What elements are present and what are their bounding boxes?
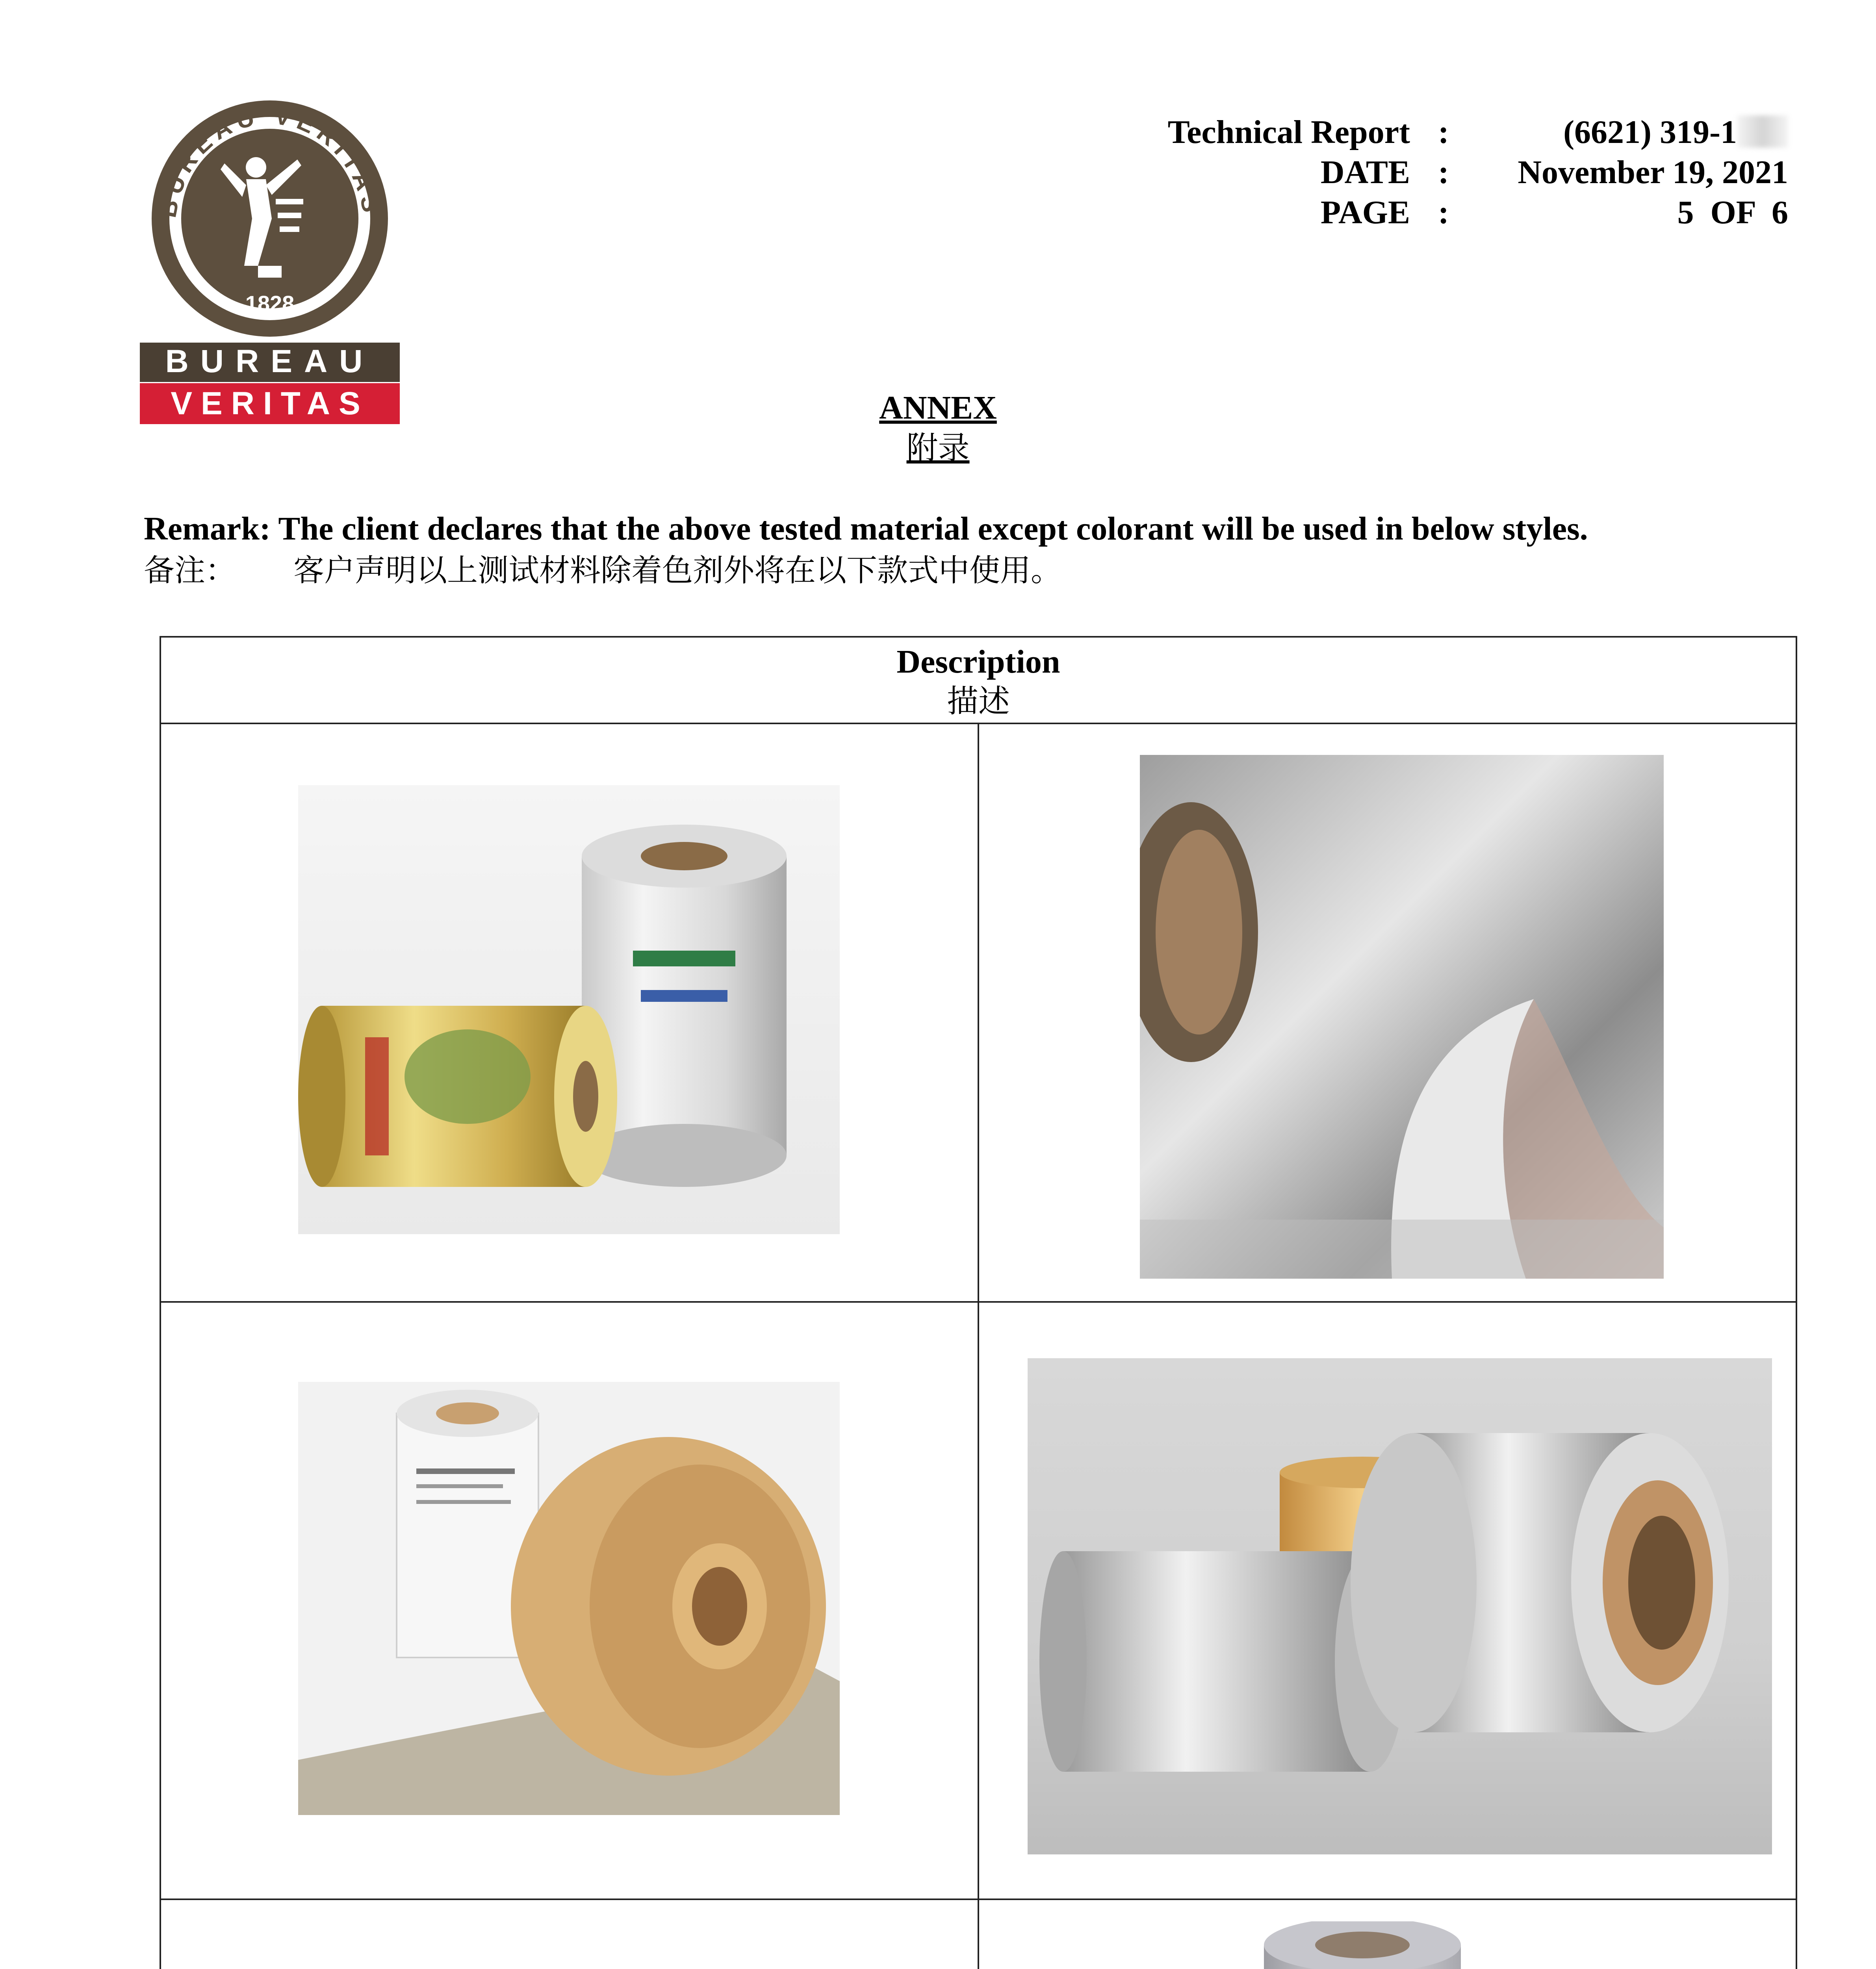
header-value: 5 OF 6 bbox=[1677, 194, 1788, 231]
annex-title-cn: 附录 bbox=[906, 430, 970, 466]
header-row-page bbox=[1063, 193, 1788, 233]
photo-silver-gold-rolls bbox=[1028, 1358, 1772, 1854]
bureau-veritas-logo bbox=[140, 100, 400, 425]
report-header bbox=[1063, 112, 1788, 233]
photo-kraft-printed-rolls bbox=[298, 1382, 840, 1815]
table-header-cn: 描述 bbox=[947, 683, 1010, 719]
photo-stacked-rolls bbox=[1106, 1921, 1685, 1969]
header-value: November 19, 2021 bbox=[1518, 154, 1788, 191]
description-table bbox=[160, 636, 1797, 1969]
logo-emblem-icon bbox=[140, 100, 400, 425]
photo-foil-closeup bbox=[1140, 755, 1664, 1279]
table-header-en: Description bbox=[896, 643, 1060, 680]
header-label: DATE bbox=[1320, 154, 1410, 191]
header-row-report bbox=[1063, 112, 1788, 152]
annex-title bbox=[0, 388, 1876, 468]
annex-title-en: ANNEX bbox=[879, 389, 997, 426]
table-divider-vertical bbox=[978, 724, 979, 1969]
header-colon: : bbox=[1438, 114, 1449, 150]
header-label: PAGE bbox=[1320, 194, 1410, 231]
table-divider-row1 bbox=[161, 1301, 1796, 1303]
header-row-date bbox=[1063, 152, 1788, 193]
logo-wordmark-top: BUREAU bbox=[165, 343, 375, 379]
logo-year: 1828 bbox=[245, 291, 295, 316]
header-value bbox=[1477, 112, 1788, 152]
remark-en: Remark: The client declares that the above tested material except colorant will be used in below styles. bbox=[144, 510, 1588, 547]
header-colon: : bbox=[1438, 194, 1449, 231]
header-label: Technical Report bbox=[1167, 114, 1410, 150]
remark-cn-label: 备注： bbox=[144, 553, 236, 588]
remark-cn bbox=[144, 550, 1837, 591]
report-number: (6621) 319-1 bbox=[1563, 114, 1737, 150]
header-colon: : bbox=[1438, 154, 1449, 191]
remark-cn-text: 客户声明以上测试材料除着色剂外将在以下款式中使用。 bbox=[293, 553, 1062, 588]
logo-wordmark-bottom: VERITAS bbox=[171, 386, 369, 421]
table-header bbox=[161, 638, 1796, 724]
photo-printed-foil-rolls bbox=[298, 785, 840, 1234]
remark bbox=[144, 508, 1837, 591]
redaction-blur bbox=[1737, 115, 1788, 148]
svg-text:BUREAU VERITAS: BUREAU VERITAS bbox=[154, 102, 386, 220]
table-divider-row2 bbox=[161, 1899, 1796, 1900]
